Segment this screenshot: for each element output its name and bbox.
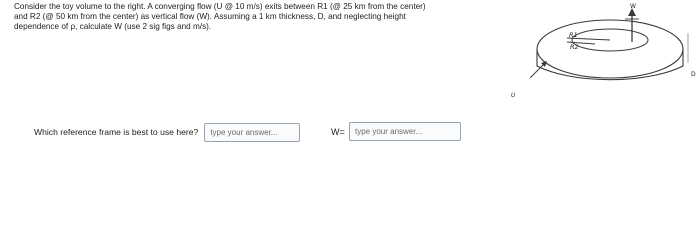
d-label: D (691, 71, 696, 78)
w-answer-input[interactable] (349, 122, 461, 141)
r1-label: R1 (569, 31, 578, 39)
r2-label: R2 (570, 43, 579, 51)
problem-line-2: and R2 (@ 50 km from the center) as vertical flow (W). Assuming a 1 km thickness, D, and neglecting height (14, 12, 406, 21)
toy-volume-diagram (500, 0, 700, 157)
reference-frame-label: Which reference frame is best to use here? (34, 127, 199, 137)
w-diagram-label: W (630, 3, 636, 10)
problem-statement (14, 2, 484, 32)
w-label: W= (331, 127, 345, 137)
problem-line-3: dependence of ρ, calculate W (use 2 sig figs and m/s). (14, 22, 212, 31)
reference-frame-row (34, 122, 300, 142)
u-label: U (511, 92, 516, 99)
reference-frame-input[interactable] (204, 123, 300, 142)
problem-line-1: Consider the toy volume to the right. A converging flow (U @ 10 m/s) exits between R1 (@ 25 km from the center) (14, 2, 426, 11)
